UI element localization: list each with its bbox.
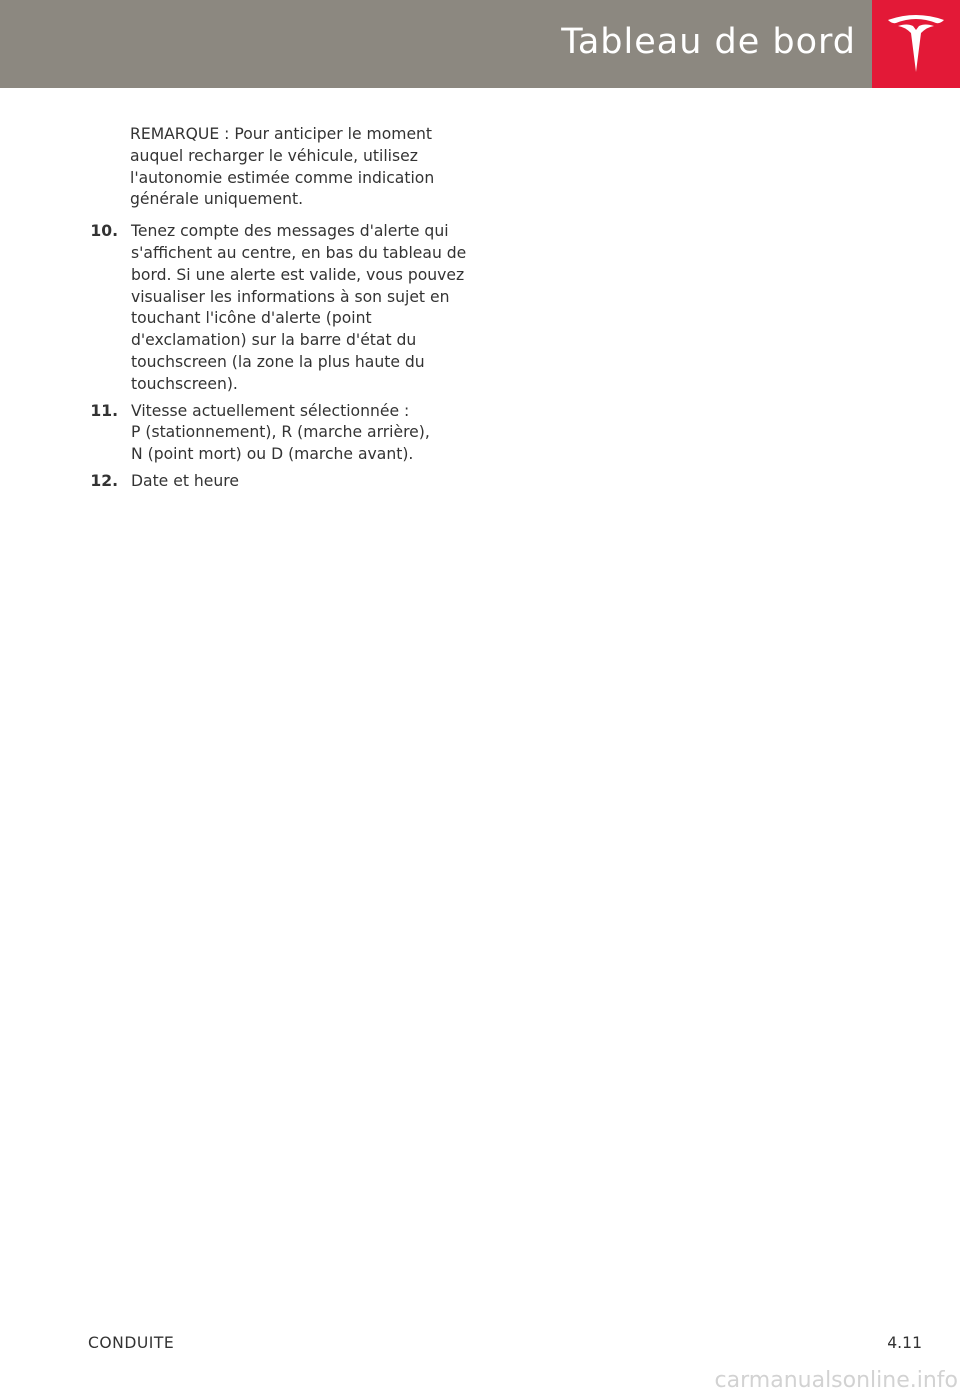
item-number: 12. bbox=[90, 471, 118, 490]
item-text: Tenez compte des messages d'alerte qui s'affichent au centre, en bas du tableau de bord. Si une alerte est valide, vous pouvez visualiser les informations à son sujet en touchant l'icône d'alerte (point d'exclamation) sur la barre d'état du touchscreen (la zone la plus haute du touchscreen). bbox=[131, 222, 467, 393]
item-number: 10. bbox=[90, 222, 118, 241]
item-text-line: Vitesse actuellement sélectionnée : bbox=[131, 401, 410, 420]
item-text-line: N (point mort) ou D (marche avant). bbox=[131, 445, 414, 464]
item-text-line: P (stationnement), R (marche arrière), bbox=[131, 423, 430, 442]
page-title: Tableau de bord bbox=[561, 22, 856, 62]
page-number: 4.11 bbox=[887, 1334, 922, 1352]
list-item bbox=[88, 221, 483, 395]
note-paragraph: REMARQUE : Pour anticiper le moment auquel recharger le véhicule, utilisez l'autonomie estimée comme indication générale uniquement. bbox=[130, 125, 435, 209]
item-number: 11. bbox=[90, 401, 118, 420]
watermark: carmanualsonline.info bbox=[714, 1368, 958, 1393]
tesla-logo-icon bbox=[886, 12, 946, 76]
header-bar bbox=[0, 0, 872, 88]
item-text: Date et heure bbox=[131, 471, 239, 490]
list-item bbox=[88, 471, 483, 493]
logo-badge bbox=[872, 0, 960, 88]
body-text bbox=[88, 124, 483, 498]
footer-section-label: CONDUITE bbox=[88, 1334, 175, 1352]
list-item bbox=[88, 401, 483, 466]
